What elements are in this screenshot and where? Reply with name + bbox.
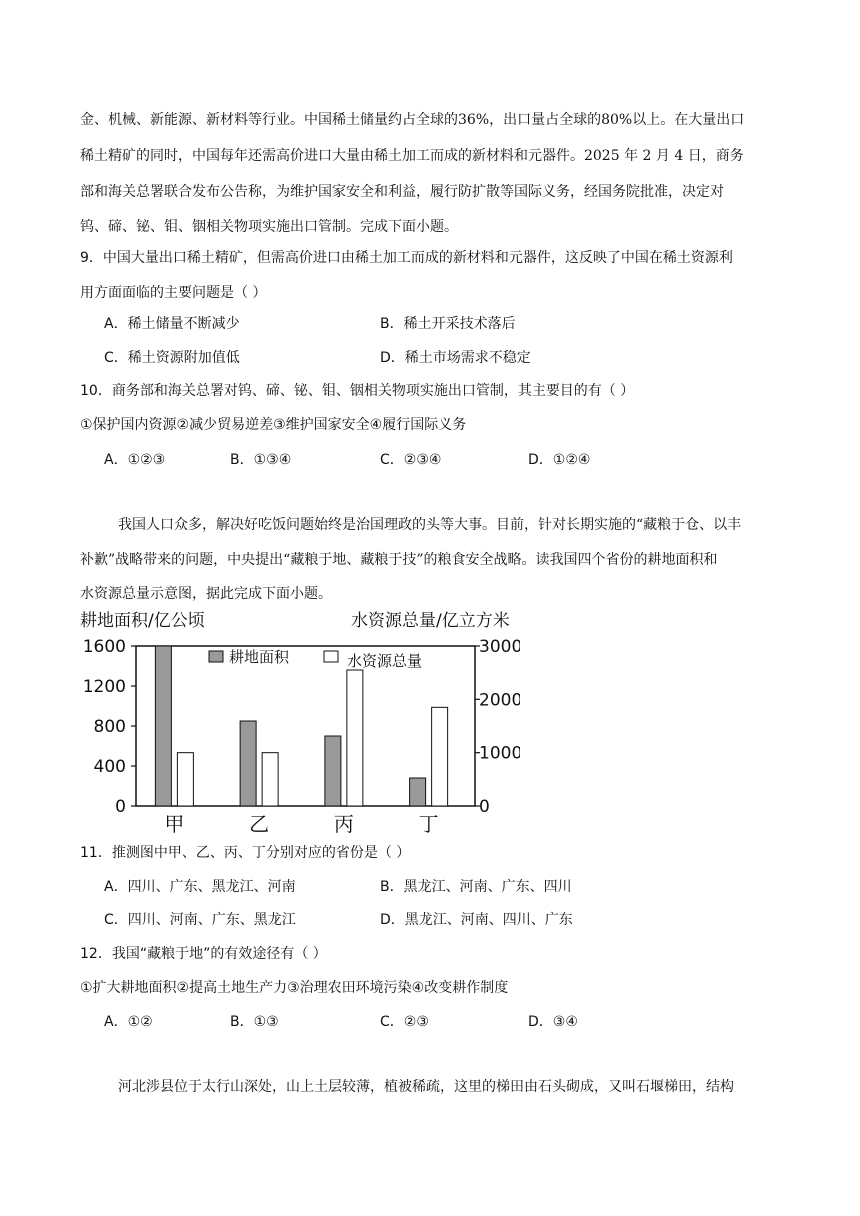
passage-terraces: 河北涉县位于太行山深处，山上土层较薄，植被稀疏，这里的梯田由石头砌成，又叫石堰梯田，结构	[118, 1079, 734, 1095]
y-right-label: 水资源总量/亿立方米	[351, 611, 510, 631]
option-b[interactable]: B．稀土开采技术落后	[380, 316, 516, 332]
question-stem: 11．推测图中甲、乙、丙、丁分别对应的省份是（ ）	[80, 845, 411, 861]
passage-line: 水资源总量示意图，据此完成下面小题。	[80, 586, 332, 602]
category-label: 丁	[418, 812, 439, 836]
bar-cultivated-area	[240, 721, 256, 806]
bar-water-resources	[262, 753, 278, 806]
legend-swatch-water	[324, 651, 338, 662]
question-stem: 用方面面临的主要问题是（ ）	[80, 285, 267, 301]
category-label: 甲	[164, 812, 185, 836]
passage-line: 稀土精矿的同时，中国每年还需高价进口大量由稀土加工而成的新材料和元器件。2025 年 2 月 4 日，商务	[80, 148, 744, 164]
y-right-tick-label: 2000	[479, 690, 520, 711]
passage-line: 我国人口众多，解决好吃饭问题始终是治国理政的头等大事。目前，针对长期实施的“藏粮于仓、以丰	[118, 517, 742, 533]
option-b[interactable]: B．黑龙江、河南、广东、四川	[380, 879, 572, 895]
y-left-tick-label: 1200	[82, 677, 126, 697]
y-left-label: 耕地面积/亿公顷	[80, 611, 205, 631]
chart-svg	[80, 606, 520, 846]
question-statements: ①扩大耕地面积②提高土地生产力③治理农田环境污染④改变耕作制度	[80, 980, 509, 996]
y-right-tick-label: 1000	[479, 743, 520, 764]
bar-water-resources	[347, 670, 363, 806]
y-left-tick-label: 800	[93, 717, 126, 737]
option-a[interactable]: A．①②	[104, 1014, 153, 1030]
option-c[interactable]: C．稀土资源附加值低	[104, 350, 240, 366]
option-c[interactable]: C．②③	[380, 1014, 429, 1030]
category-label: 乙	[249, 812, 270, 836]
passage-line: 金、机械、新能源、新材料等行业。中国稀土储量约占全球的36%，出口量占全球的80%以上。在大量出口	[80, 112, 745, 128]
question-stem: 10．商务部和海关总署对钨、碲、铋、钼、铟相关物项实施出口管制，其主要目的有（ ）	[80, 383, 635, 399]
y-right-tick-label: 3000	[479, 637, 520, 657]
y-left-tick-label: 1600	[82, 637, 126, 657]
option-d[interactable]: D．黑龙江、河南、四川、广东	[380, 912, 573, 928]
option-c[interactable]: C．四川、河南、广东、黑龙江	[104, 912, 296, 928]
option-d[interactable]: D．①②④	[528, 452, 591, 468]
option-a[interactable]: A．稀土储量不断减少	[104, 316, 240, 332]
option-c[interactable]: C．②③④	[380, 452, 442, 468]
bar-water-resources	[177, 753, 193, 806]
question-statements: ①保护国内资源②减少贸易逆差③维护国家安全④履行国际义务	[80, 417, 467, 433]
passage-line: 钨、碲、铋、钼、铟相关物项实施出口管制。完成下面小题。	[80, 219, 458, 235]
option-a[interactable]: A．①②③	[104, 452, 166, 468]
legend-label-water: 水资源总量	[347, 652, 423, 670]
bar-chart	[80, 606, 520, 846]
option-d[interactable]: D．稀土市场需求不稳定	[380, 350, 531, 366]
bar-cultivated-area	[325, 736, 341, 806]
bar-cultivated-area	[155, 646, 171, 806]
question-stem: 12．我国“藏粮于地”的有效途径有（ ）	[80, 946, 327, 962]
y-right-tick-label: 0	[479, 797, 490, 817]
y-left-tick-label: 400	[93, 757, 126, 777]
passage-line: 部和海关总署联合发布公告称，为维护国家安全和利益，履行防扩散等国际义务，经国务院批准，决定对	[80, 184, 724, 200]
category-label: 丙	[333, 812, 354, 836]
option-b[interactable]: B．①③④	[230, 452, 292, 468]
question-stem: 9．中国大量出口稀土精矿，但需高价进口由稀土加工而成的新材料和元器件，这反映了中国在稀土资源利	[80, 250, 733, 266]
legend-swatch-cultivated	[209, 651, 223, 662]
bar-water-resources	[432, 707, 448, 806]
bar-cultivated-area	[410, 778, 426, 806]
option-b[interactable]: B．①③	[230, 1014, 279, 1030]
option-a[interactable]: A．四川、广东、黑龙江、河南	[104, 879, 296, 895]
option-d[interactable]: D．③④	[528, 1014, 578, 1030]
passage-line: 补歉”战略带来的问题，中央提出“藏粮于地、藏粮于技”的粮食安全战略。读我国四个省份的耕地面积和	[80, 552, 718, 568]
legend	[209, 648, 422, 670]
y-left-tick-label: 0	[115, 797, 126, 817]
legend-label-cultivated: 耕地面积	[229, 648, 290, 666]
